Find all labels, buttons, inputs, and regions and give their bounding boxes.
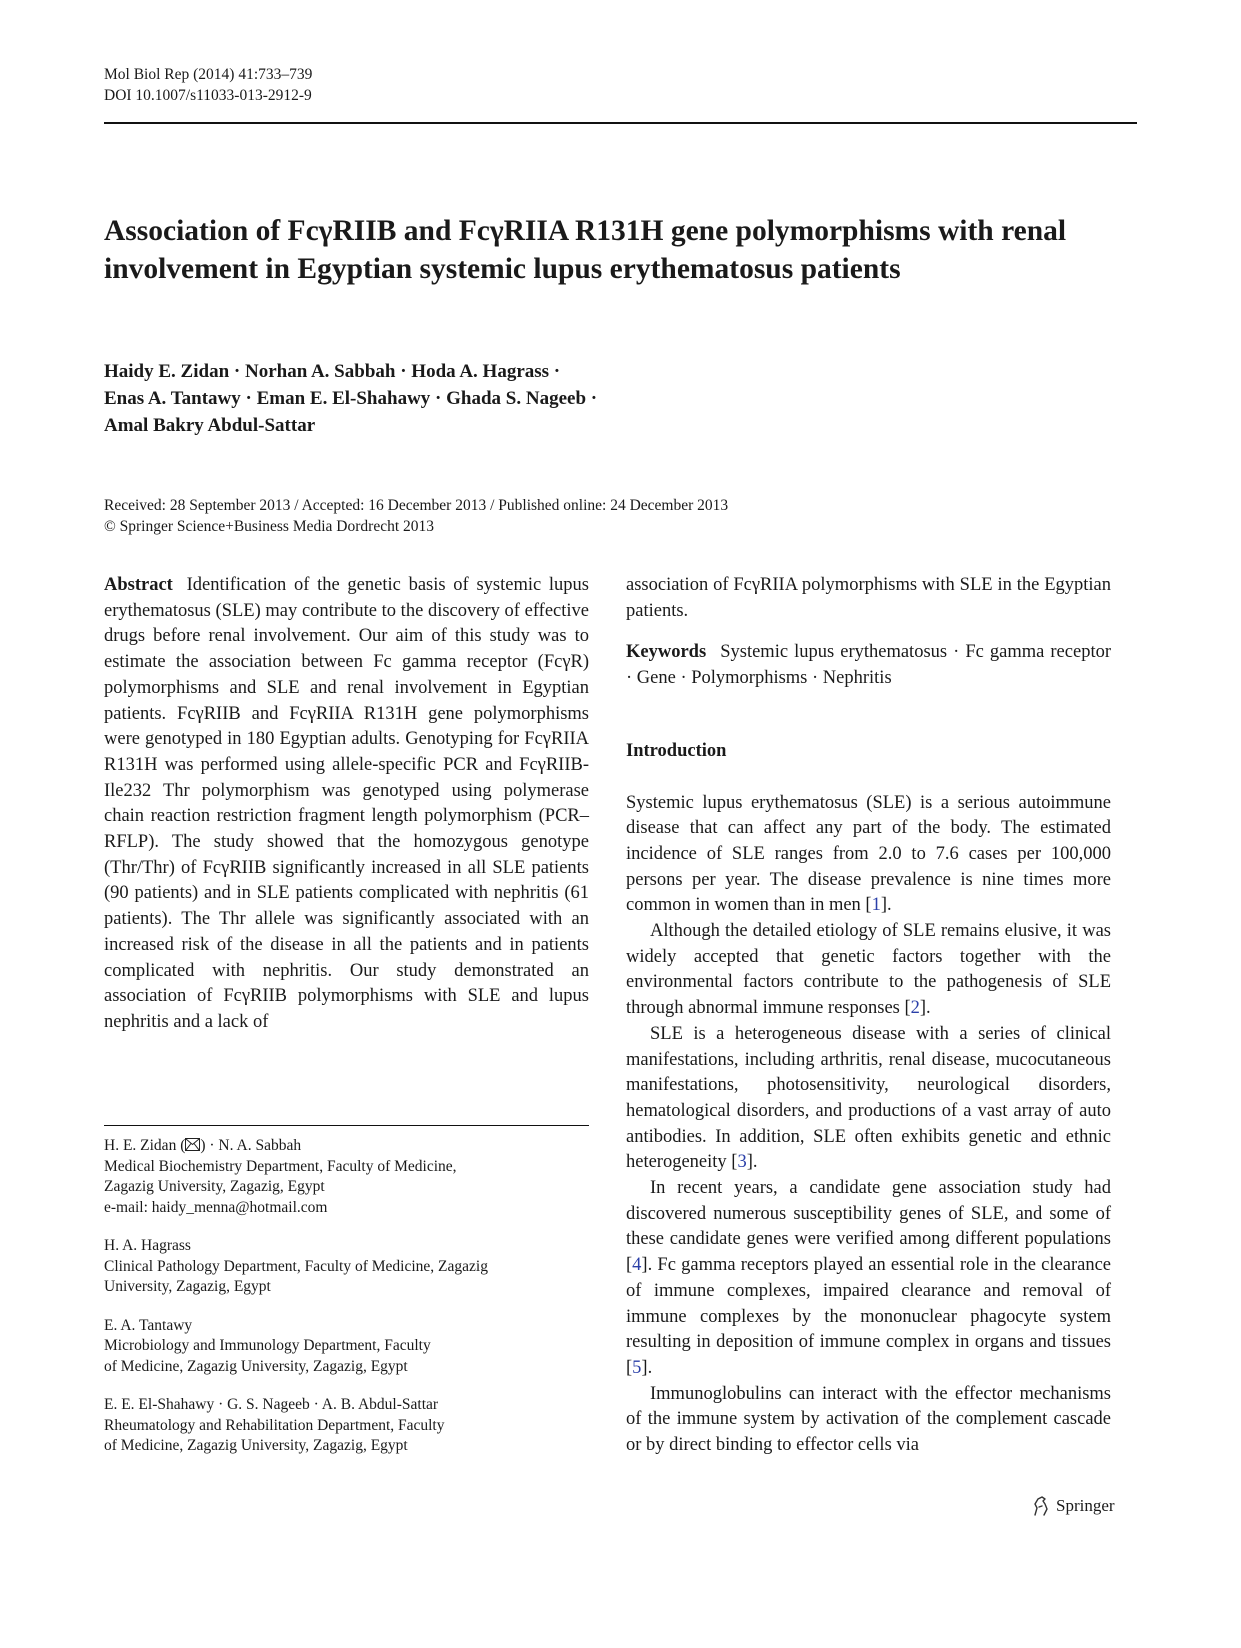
affiliation-block (104, 1136, 589, 1218)
authors-line-1: Haidy E. Zidan · Norhan A. Sabbah · Hoda A. Hagrass · (104, 361, 561, 382)
intro-paragraph-1 (626, 791, 1111, 920)
section-heading-introduction: Introduction (626, 740, 727, 761)
abstract-continued: association of FcγRIIA polymorphisms with SLE in the Egyptian patients. (626, 575, 1111, 621)
intro-paragraph-4 (626, 1176, 1111, 1382)
right-column (626, 573, 1111, 1459)
affiliation-name-a: H. E. Zidan ( (104, 1137, 186, 1154)
corresponding-email[interactable]: e-mail: haidy_menna@hotmail.com (104, 1198, 328, 1216)
author-list (104, 358, 904, 439)
intro-text: Systemic lupus erythematosus (SLE) is a serious autoimmune disease that can affect any part of the body. The estimated incidence of SLE ranges from 2.0 to 7.6 cases per 100,000 persons per year. The disease prevalence is nine times more common in women than in men [ (626, 792, 1111, 916)
authors-line-3: Amal Bakry Abdul-Sattar (104, 415, 316, 436)
journal-reference: Mol Biol Rep (2014) 41:733–739 (104, 66, 313, 83)
affiliations (104, 1136, 589, 1475)
journal-citation (104, 64, 312, 106)
affiliation-place: of Medicine, Zagazig University, Zagazig, Egypt (104, 1357, 408, 1375)
affiliation-block (104, 1395, 589, 1457)
abstract-paragraph (104, 573, 589, 1036)
intro-text: ]. (746, 1152, 758, 1173)
citation-link[interactable]: 3 (737, 1152, 747, 1173)
publisher-logo (1030, 1495, 1115, 1517)
intro-text: ]. (641, 1357, 653, 1378)
header-divider (104, 122, 1137, 124)
affiliation-names: E. A. Tantawy (104, 1316, 193, 1334)
intro-text: Although the detailed etiology of SLE remains elusive, it was widely accepted that genetic factors together with the environmental factors contribute to the pathogenesis of SLE through abnormal immune responses [ (626, 921, 1111, 1019)
affiliation-names (104, 1136, 589, 1157)
authors-line-2: Enas A. Tantawy · Eman E. El-Shahawy · Ghada S. Nageeb · (104, 388, 598, 409)
intro-paragraph-3 (626, 1022, 1111, 1176)
affiliation-block (104, 1236, 589, 1298)
affiliation-dept: Rheumatology and Rehabilitation Department, Faculty (104, 1416, 445, 1434)
affiliation-names: E. E. El-Shahawy · G. S. Nageeb · A. B. Abdul-Sattar (104, 1396, 439, 1413)
affiliation-dept: Clinical Pathology Department, Faculty of Medicine, Zagazig (104, 1257, 488, 1275)
intro-text: SLE is a heterogeneous disease with a series of clinical manifestations, including arthritis, renal disease, mucocutaneous manifestations, photosensitivity, neurological disorders, hematological disorders, and productions of a vast array of auto antibodies. In addition, SLE often exhibits genetic and ethnic heterogeneity [ (626, 1023, 1111, 1173)
springer-horse-icon (1030, 1495, 1052, 1517)
copyright-line: © Springer Science+Business Media Dordrecht 2013 (104, 518, 435, 535)
affiliation-dept: Medical Biochemistry Department, Faculty of Medicine, (104, 1157, 457, 1175)
affiliation-divider (104, 1125, 589, 1126)
intro-text: ]. (919, 998, 931, 1019)
affiliation-name-b: ) · N. A. Sabbah (200, 1137, 302, 1154)
citation-link[interactable]: 1 (871, 895, 881, 916)
doi-link[interactable]: DOI 10.1007/s11033-013-2912-9 (104, 87, 312, 104)
affiliation-dept: Microbiology and Immunology Department, Faculty (104, 1337, 431, 1354)
keywords-label: Keywords (626, 642, 707, 663)
intro-text: ]. Fc gamma receptors played an essential role in the clearance of immune complexes, impaired clearance and removal of immune complexes by the mononuclear phagocyte system resulting in deposition of immune complex in organs and tissues [ (626, 1255, 1111, 1378)
publication-history (104, 495, 1004, 537)
intro-text: In recent years, a candidate gene association study had discovered numerous susceptibility genes of SLE, and some of these candidate genes were verified among different populations [ (626, 1178, 1111, 1276)
citation-link[interactable]: 2 (910, 998, 920, 1019)
article-title: Association of FcγRIIB and FcγRIIA R131H gene polymorphisms with renal involvement in Egyptian systemic lupus erythematosus patients (104, 215, 1067, 285)
abstract-text: Identification of the genetic basis of systemic lupus erythematosus (SLE) may contribute to the discovery of effective drugs before renal involvement. Our aim of this study was to estimate the association between Fc gamma receptor (FcγR) polymorphisms and SLE and renal involvement in Egyptian patients. FcγRIIB and FcγRIIA R131H gene polymorphisms were genotyped in 180 Egyptian adults. Genotyping for FcγRIIA R131H was performed using allele-specific PCR and FcγRIIB-Ile232 Thr polymorphism was genotyped using polymerase chain reaction restriction fragment length polymorphism (PCR–RFLP). The study showed that the homozygous genotype (Thr/Thr) of FcγRIIB significantly increased in all SLE patients (90 patients) and in SLE patients complicated with nephritis (61 patients). The Thr allele was significantly associated with an increased risk of the disease in all the patients and in patients complicated with nephritis. Our study demonstrated an association of FcγRIIB polymorphisms with SLE and lupus nephritis and a lack of (104, 575, 589, 1032)
keywords-text: Systemic lupus erythematosus · Fc gamma receptor · Gene · Polymorphisms · Nephritis (626, 642, 1111, 689)
left-column (104, 573, 589, 1036)
intro-paragraph-2 (626, 919, 1111, 1022)
affiliation-names: H. A. Hagrass (104, 1237, 191, 1254)
intro-paragraph-5: Immunoglobulins can interact with the effector mechanisms of the immune system by activation of the complement cascade or by direct binding to effector cells via (626, 1383, 1111, 1456)
affiliation-place: of Medicine, Zagazig University, Zagazig, Egypt (104, 1437, 408, 1454)
abstract-label: Abstract (104, 575, 173, 595)
dates-line: Received: 28 September 2013 / Accepted: 16 December 2013 / Published online: 24 December 2013 (104, 497, 729, 514)
affiliation-place: University, Zagazig, Egypt (104, 1278, 271, 1295)
citation-link[interactable]: 5 (632, 1357, 642, 1378)
intro-text: ]. (880, 895, 892, 916)
envelope-icon[interactable] (185, 1138, 200, 1151)
citation-link[interactable]: 4 (632, 1255, 642, 1276)
affiliation-place: Zagazig University, Zagazig, Egypt (104, 1178, 325, 1195)
affiliation-block (104, 1316, 589, 1378)
keywords-paragraph (626, 640, 1111, 691)
publisher-name: Springer (1056, 1496, 1115, 1515)
